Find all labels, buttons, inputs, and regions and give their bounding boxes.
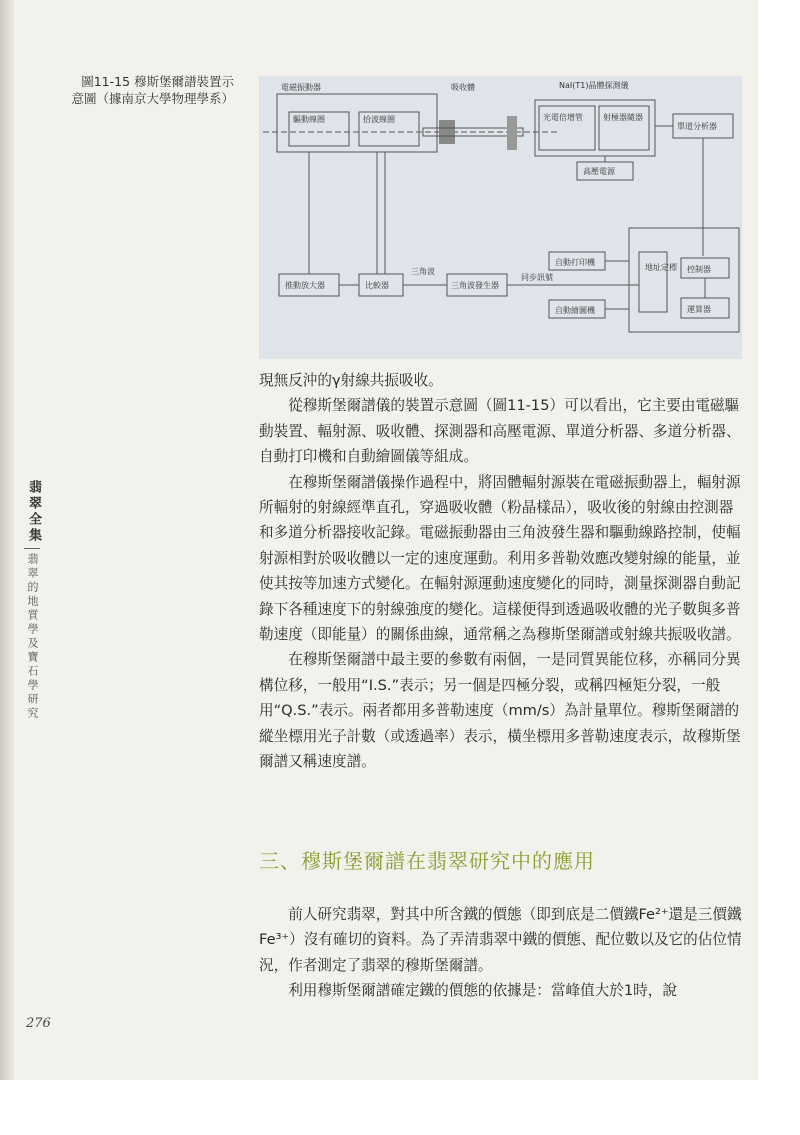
- paragraph-1: 現無反沖的γ射線共振吸收。: [259, 372, 443, 389]
- paragraph-4: 在穆斯堡爾譜中最主要的參數有兩個，一是同質異能位移，亦稱同分異構位移，一般用“I.S.”表示；另一個是四極分裂，或稱四極矩分裂，一般用“Q.S.”表示。兩者都用多普勒速度（mm/s）為計量單位。穆斯堡爾譜的縱坐標用光子計數（或透過率）表示，橫坐標用多普勒速度表示，故穆斯堡爾譜又稱速度譜。: [259, 651, 741, 771]
- sidebar: [24, 480, 44, 721]
- paragraph-5: 前人研究翡翠，對其中所含鐵的價態（即到底是二價鐵Fe²⁺還是三價鐵Fe³⁺）沒有確切的資料。為了弄清翡翠中鐵的價態、配位數以及它的佔位情況，作者測定了翡翠的穆斯堡爾譜。: [259, 906, 742, 974]
- body-text-2: [259, 902, 745, 1004]
- sidebar-subtitle: 翡翠的地質學及寶石學研究: [26, 553, 39, 721]
- label-hv: 高壓電源: [583, 167, 615, 176]
- label-printer: 自動打印機: [555, 258, 595, 267]
- paragraph-6: 利用穆斯堡爾譜確定鐵的價態的依據是：當峰值大於1時，說: [288, 982, 677, 1000]
- label-drive-coil: 驅動線圈: [293, 115, 325, 124]
- setup-diagram: [259, 76, 742, 359]
- label-analyzer: 單道分析器: [677, 122, 717, 131]
- sidebar-title: 翡翠全集: [26, 480, 41, 544]
- label-plotter: 自動繪圖機: [555, 306, 595, 315]
- shield-left: [507, 116, 517, 150]
- label-absorber: 吸收體: [451, 83, 475, 92]
- scan-margin: [0, 1080, 800, 1135]
- label-preamp: 射極器隨器: [603, 113, 643, 122]
- label-pmt: 光電倍增管: [543, 113, 583, 122]
- control-block: [629, 228, 739, 332]
- label-comparator: 比較器: [365, 281, 389, 290]
- paragraph-3: 在穆斯堡爾譜儀操作過程中，將固體輻射源裝在電磁振動器上，輻射源所輻射的射線經準直孔，穿過吸收體（粉晶樣品），吸收後的射線由控測器和多道分析器接收記錄。電磁振動器由三角波發生器和驅動線路控制，使輻射源相對於吸收體以一定的速度運動。利用多普勒效應改變射線的能量，並使其按等加速方式變化。在輻射源運動速度變化的同時，測量探測器自動記錄下各種速度下的射線強度的變化。這樣便得到透過吸收體的光子數與多普勒速度（即能量）的關係曲線，通常稱之為穆斯堡爾譜或射線共振吸收譜。: [259, 473, 741, 644]
- section-heading: 三、穆斯堡爾譜在翡翠研究中的應用: [259, 849, 595, 873]
- label-address: 地址定標: [645, 263, 677, 272]
- label-detector: NaI(T1)晶體探測儀: [559, 81, 629, 90]
- page-edge: [758, 0, 800, 1135]
- sidebar-divider: [24, 548, 40, 549]
- address-box: [639, 252, 667, 312]
- label-triangle: 三角波: [411, 267, 435, 276]
- label-pickup-coil: 拾波線圈: [363, 115, 395, 124]
- label-triangle-gen: 三角波發生器: [451, 281, 499, 290]
- body-text-1: [259, 368, 745, 775]
- absorber-block: [439, 120, 455, 144]
- label-calculator: 運算器: [687, 305, 711, 314]
- label-sync: 同步訊號: [521, 273, 553, 282]
- figure-caption: 圖11-15 穆斯堡爾譜裝置示意圖（據南京大學物理學系）: [71, 74, 234, 106]
- figure-mossbauer-setup: [259, 76, 742, 359]
- label-controller: 控制器: [687, 265, 711, 274]
- paragraph-2: 從穆斯堡爾譜儀的裝置示意圖（圖11-15）可以看出，它主要由電磁驅動裝置、輻射源、吸收體、探測器和高壓電源、單道分析器、多道分析器、自動打印機和自動繪圖儀等組成。: [259, 397, 741, 466]
- page-number: 276: [26, 1016, 51, 1031]
- label-vibrator: 電磁振動器: [281, 83, 321, 92]
- binding-gutter: [0, 0, 14, 1135]
- label-amplifier: 推動放大器: [285, 281, 325, 290]
